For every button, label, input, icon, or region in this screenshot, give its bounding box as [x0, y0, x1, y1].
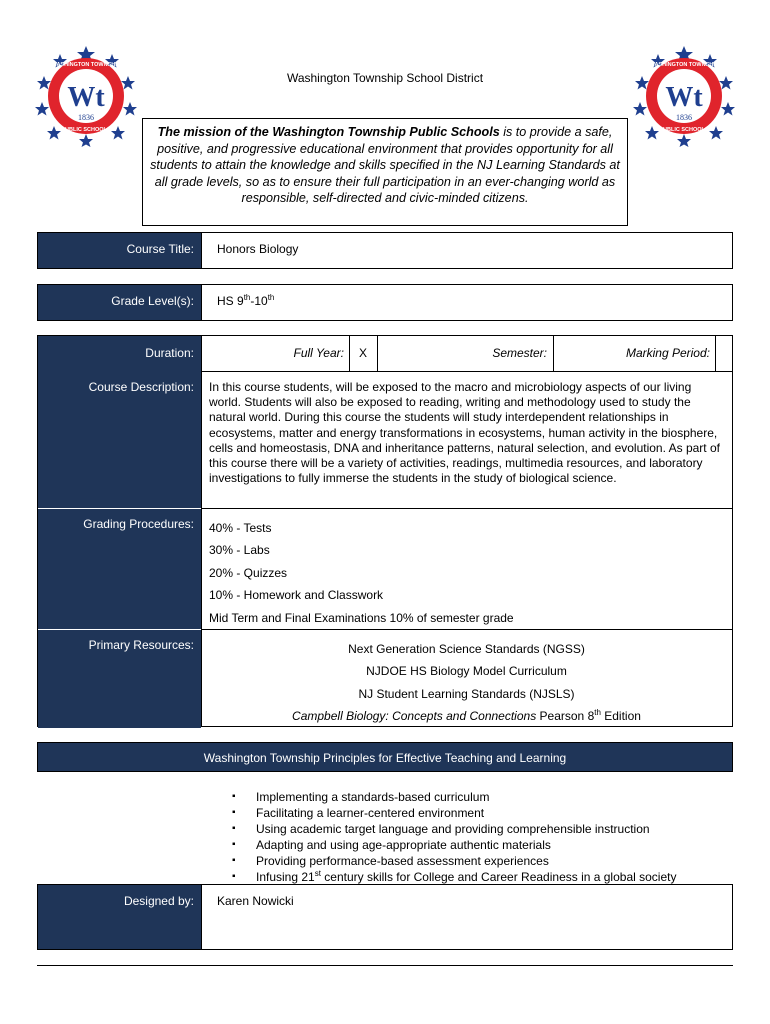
- principle-last-pre: Infusing 21: [256, 870, 315, 884]
- mission-body: is to provide a safe, positive, and progressive educational environment that provides opportunity for all students to attain the knowledge and skills specified in the NJ Learning Standards at all grade levels, so as to ensure their full participation in an ever-changing world as responsible, self-directed and civic-minded citizens.: [150, 125, 620, 205]
- textbook-title: Campbell Biology: Concepts and Connections: [292, 709, 537, 724]
- primary-resources-label: Primary Resources:: [88, 638, 194, 652]
- designed-by-row: [37, 884, 733, 950]
- grade-mid: -10: [250, 294, 268, 308]
- grading-label: Grading Procedures:: [83, 517, 194, 531]
- svg-text:1836: 1836: [676, 113, 692, 122]
- grade-prefix: HS 9: [217, 294, 244, 308]
- primary-resources-list: [201, 638, 732, 728]
- course-description-text: In this course students, will be exposed to the macro and microbiology aspects of our living world. Students will also be exposed to reading, writing and methodology used to study the natural world. During this course the students will study interdependent relationships in ecosystems, matter and energy transformations in ecosystems, human activity in the biosphere, cells and homeostasis, DNA and inheritance patterns, natural selection, and evolution. As part of this course there will be a variety of activities, readings, multimedia resources, and laboratory investigations to fully immerse the students in the study of biological science.: [209, 380, 720, 486]
- details-label-column: [38, 336, 201, 728]
- duration-label: Duration:: [145, 346, 194, 360]
- grade-sup-2: th: [267, 293, 275, 302]
- grade-level-value: [201, 285, 732, 320]
- marking-period-label: Marking Period:: [625, 346, 710, 360]
- course-title-value: Honors Biology: [201, 233, 732, 268]
- course-details-table: [37, 335, 733, 727]
- svg-text:WASHINGTON TOWNSHIP: WASHINGTON TOWNSHIP: [649, 62, 719, 68]
- grading-item: 40% - Tests: [209, 521, 272, 535]
- grading-item: 30% - Labs: [209, 543, 270, 558]
- course-description-label: Course Description:: [88, 380, 194, 394]
- principles-heading: Washington Township Principles for Effective Teaching and Learning: [203, 751, 567, 765]
- resource-item: NJDOE HS Biology Model Curriculum: [366, 664, 567, 679]
- svg-text:WASHINGTON TOWNSHIP: WASHINGTON TOWNSHIP: [51, 62, 121, 68]
- svg-text:1836: 1836: [78, 113, 94, 122]
- svg-text:PUBLIC SCHOOLS: PUBLIC SCHOOLS: [659, 127, 709, 133]
- principle-item: ▪ Providing performance-based assessment experiences: [232, 853, 676, 869]
- resource-item: Next Generation Science Standards (NGSS): [348, 642, 585, 656]
- resource-item: NJ Student Learning Standards (NJSLS): [358, 686, 575, 701]
- footer-rule: [37, 965, 733, 966]
- principles-list: [232, 789, 676, 885]
- mission-lead: The mission of the Washington Township Public Schools: [157, 125, 500, 139]
- semester-label: Semester:: [492, 346, 547, 360]
- principle-item: ▪ Implementing a standards-based curriculum: [232, 789, 676, 805]
- textbook-publisher: Pearson 8: [536, 709, 595, 724]
- course-title-label: Course Title:: [38, 233, 201, 268]
- principle-last-post: century skills for College and Career Readiness in a global society: [320, 870, 677, 884]
- district-logo-left: [34, 44, 138, 148]
- grade-level-label: Grade Level(s):: [38, 285, 201, 320]
- textbook-edition: Edition: [600, 709, 641, 724]
- district-logo-right: [632, 44, 736, 148]
- principles-header: [37, 742, 733, 772]
- grading-item: Mid Term and Final Examinations 10% of semester grade: [209, 610, 514, 625]
- grading-item: 20% - Quizzes: [209, 565, 288, 580]
- svg-text:Wt: Wt: [665, 82, 703, 113]
- designed-by-label: Designed by:: [38, 885, 201, 949]
- designer-name: Karen Nowicki: [201, 885, 732, 949]
- principle-item: ▪ Using academic target language and providing comprehensible instruction: [232, 821, 676, 837]
- principle-item: [232, 869, 676, 885]
- course-title-row: [37, 232, 733, 269]
- svg-text:Wt: Wt: [67, 82, 105, 113]
- principle-item: ▪ Adapting and using age-appropriate authentic materials: [232, 837, 676, 853]
- grading-list: [209, 517, 514, 629]
- mission-statement: [142, 118, 628, 226]
- textbook-sup: th: [594, 708, 601, 718]
- district-name: Washington Township School District: [286, 71, 484, 85]
- grade-sup-1: th: [243, 293, 251, 302]
- principle-item: ▪ Facilitating a learner-centered environment: [232, 805, 676, 821]
- principle-last-sup: st: [314, 869, 321, 878]
- full-year-label: Full Year:: [293, 346, 344, 360]
- duration-row: [201, 336, 732, 372]
- grading-item: 10% - Homework and Classwork: [209, 588, 384, 603]
- full-year-checkbox[interactable]: X: [358, 346, 367, 360]
- resource-textbook: [201, 705, 732, 727]
- grade-level-row: [37, 284, 733, 321]
- svg-text:PUBLIC SCHOOLS: PUBLIC SCHOOLS: [61, 127, 111, 133]
